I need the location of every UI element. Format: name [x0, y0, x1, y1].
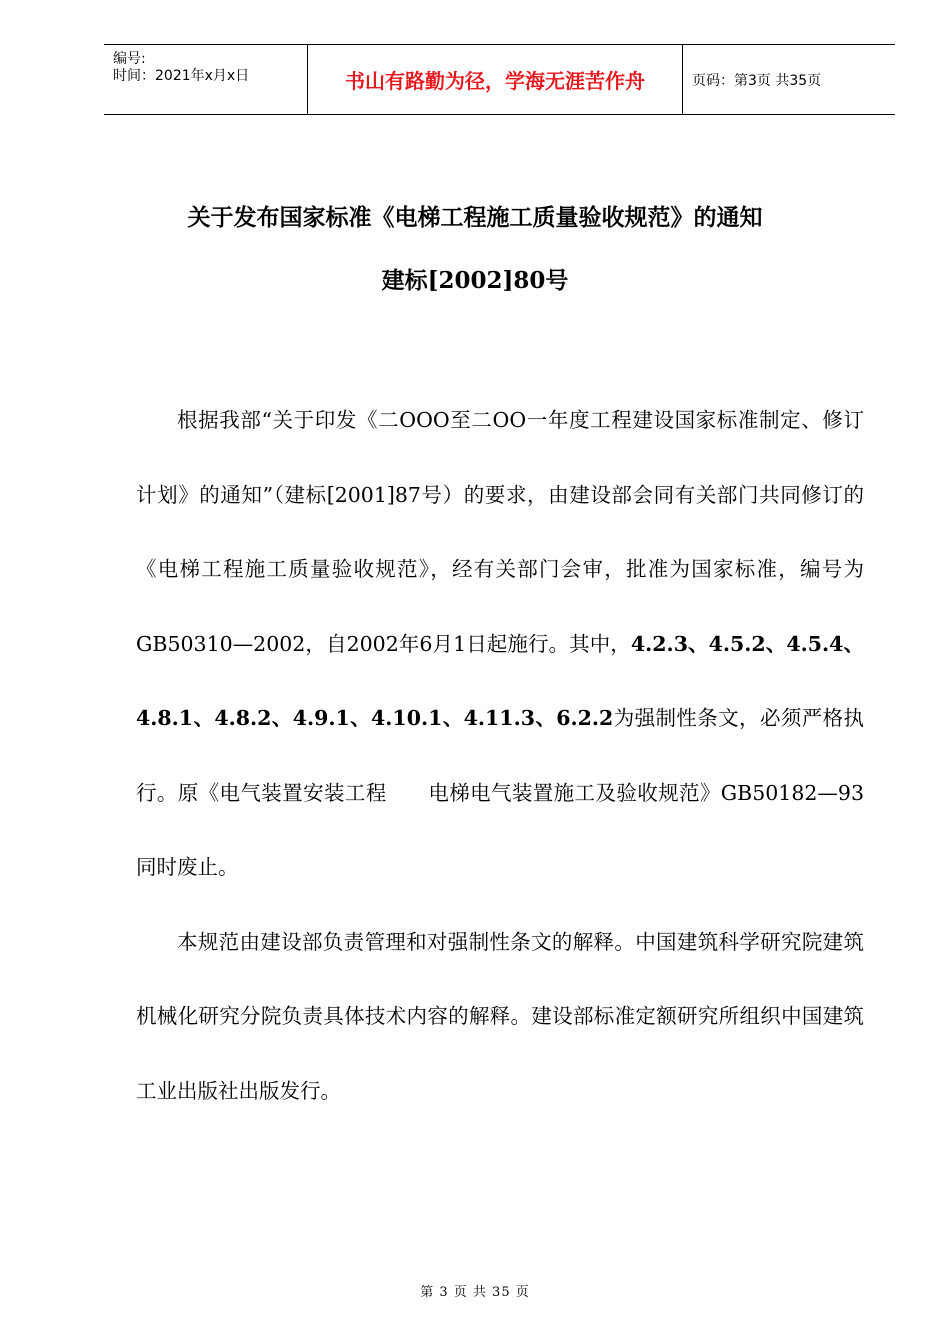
document-title: 关于发布国家标准《电梯工程施工质量验收规范》的通知 [187, 204, 763, 231]
document-number: 建标[2002]80号 [381, 267, 569, 294]
time-label: 时间：2021年x月x日 [113, 68, 250, 84]
paragraph-1-part-a: 根据我部“关于印发《二OOO至二OO一年度工程建设国家标准制定、修订计划》的通知”（建标[2001]87号）的要求，由建设部会同有关部门共同修订的《电梯工程施工质量验收规范》，经有关部门会审，批准为国家标准，编号为GB50310—2002，自2002年6月1日起施行。其中， [136, 408, 864, 656]
page-footer: 第 3 页 共 35 页 [420, 1285, 530, 1300]
page-header [104, 44, 895, 115]
header-meta [104, 45, 307, 114]
paragraph-2: 本规范由建设部负责管理和对强制性条文的解释。中国建筑科学研究院建筑机械化研究分院负责具体技术内容的解释。建设部标准定额研究所组织中国建筑工业出版社出版发行。 [136, 929, 864, 1103]
header-slogan-cell [307, 45, 683, 114]
mandatory-clauses: 4.2.3、4.5.2、4.5.4、4.8.1、4.8.2、4.9.1、4.10.1、4.11.3、6.2.2 [136, 631, 864, 730]
paragraph-1 [136, 383, 864, 905]
document-body [136, 383, 864, 1128]
serial-label: 编号: [113, 51, 146, 67]
header-page-info: 页码：第3页 共35页 [692, 72, 822, 89]
header-slogan: 书山有路勤为径，学海无涯苦作舟 [345, 69, 645, 93]
paragraph-1-part-b: 为强制性条文，必须严格执行。原《电气装置安装工程 电梯电气装置施工及验收规范》GB50182—93同时废止。 [136, 706, 865, 879]
